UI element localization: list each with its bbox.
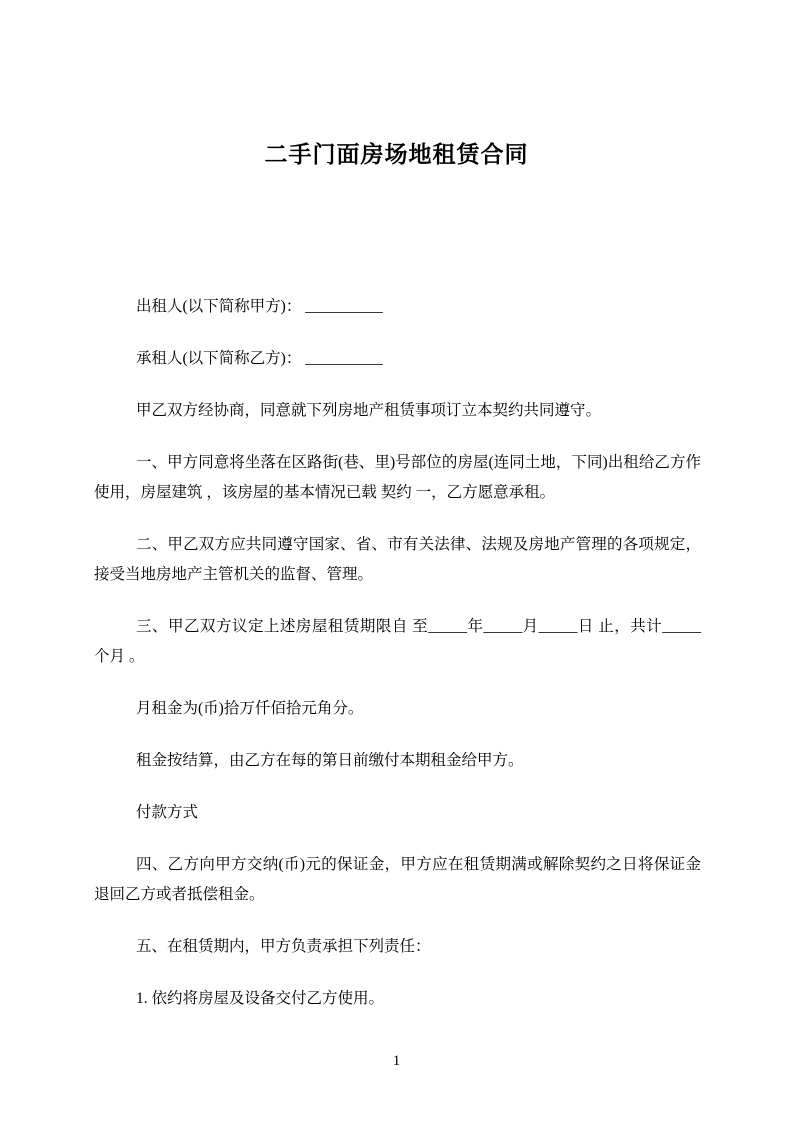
para-lessee: 承租人(以下简称乙方)： __________ — [136, 350, 383, 367]
para-payment-method: 付款方式 — [136, 804, 199, 821]
para-intro: 甲乙双方经协商，同意就下列房地产租赁事项订立本契约共同遵守。 — [136, 402, 602, 419]
page-number: 1 — [392, 1053, 401, 1069]
document-title: 二手门面房场地租赁合同 — [264, 142, 529, 167]
para-clause-5-item-1: 1. 依约将房屋及设备交付乙方使用。 — [136, 990, 385, 1007]
para-clause-5: 五、在租赁期内，甲方负责承担下列责任： — [136, 938, 431, 955]
para-rent-settlement: 租金按结算，由乙方在每的第日前缴付本期租金给甲方。 — [136, 752, 524, 769]
para-lessor: 出租人(以下简称甲方)： __________ — [136, 298, 383, 315]
para-clause-1: 一、甲方同意将坐落在区路街(巷、里)号部位的房屋(连同土地，下同)出租给乙方作使用，房屋建筑 ，该房屋的基本情况已载 契约 一，乙方愿意承租。 — [94, 454, 701, 501]
page-footer — [0, 1052, 793, 1070]
document-body — [0, 292, 793, 1014]
para-clause-3: 三、甲乙双方议定上述房屋租赁期限自 至_____年_____月_____日 止，共计_____个月 。 — [94, 618, 701, 665]
para-clause-4: 四、乙方向甲方交纳(币)元的保证金，甲方应在租赁期满或解除契约之日将保证金退回乙方或者抵偿租金。 — [94, 856, 701, 903]
para-clause-2: 二、甲乙双方应共同遵守国家、省、市有关法律、法规及房地产管理的各项规定，接受当地房地产主管机关的监督、管理。 — [94, 536, 701, 583]
para-monthly-rent: 月租金为(币)拾万仟佰拾元角分。 — [136, 700, 364, 717]
